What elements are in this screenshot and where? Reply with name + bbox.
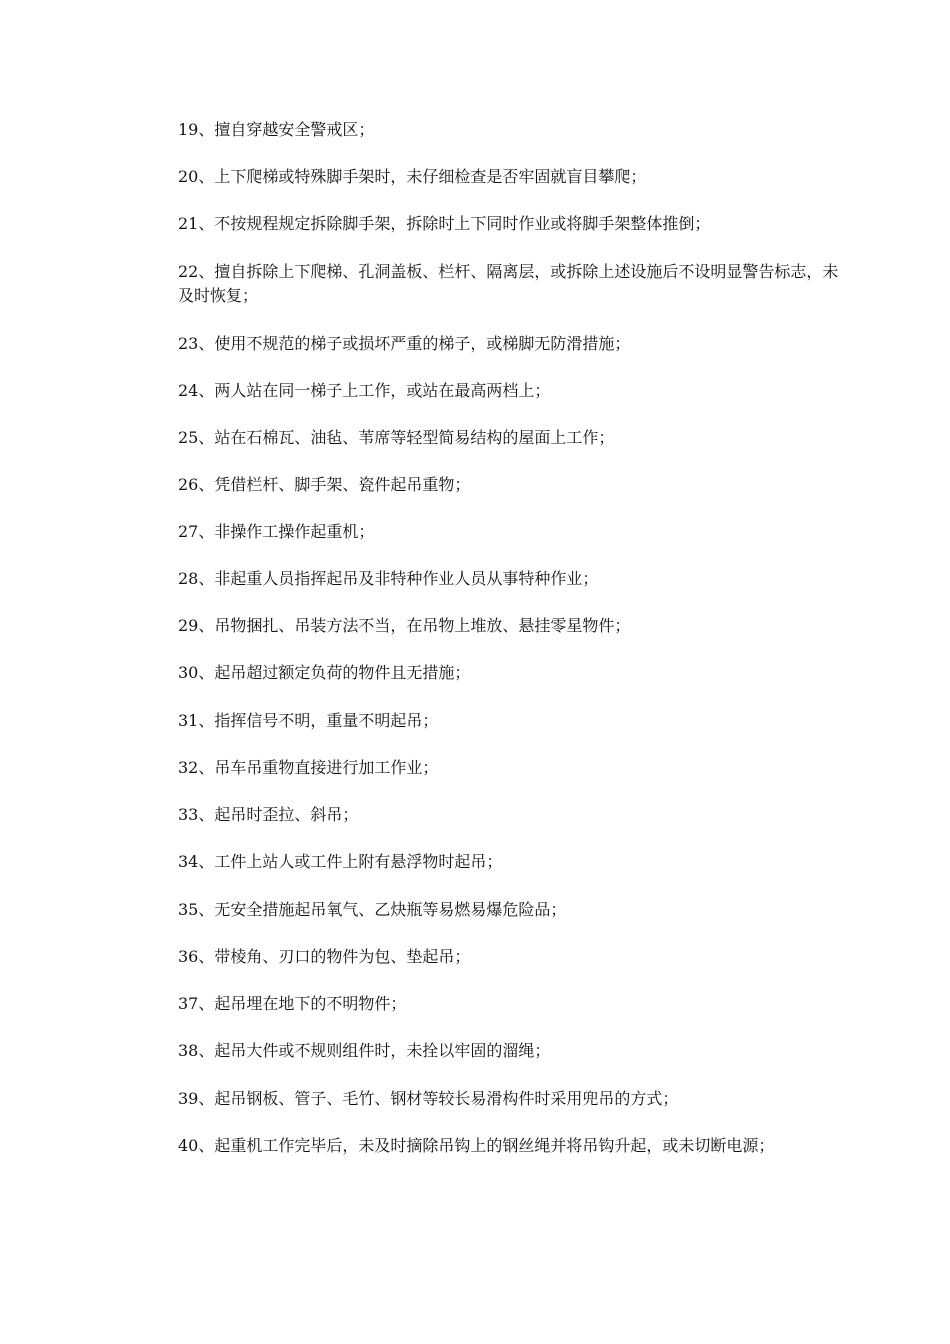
list-item-text: 22、擅自拆除上下爬梯、孔洞盖板、栏杆、隔离层，或拆除上述设施后不设明显警告标志，未 bbox=[178, 262, 839, 281]
list-item-text: 34、工件上站人或工件上附有悬浮物时起吊； bbox=[178, 852, 503, 871]
list-item-20 bbox=[178, 165, 950, 189]
list-item-24 bbox=[178, 379, 950, 403]
list-item-text: 36、带棱角、刃口的物件为包、垫起吊； bbox=[178, 947, 471, 966]
list-item-36 bbox=[178, 945, 950, 969]
list-item-text: 19、擅自穿越安全警戒区； bbox=[178, 120, 375, 139]
list-item-34 bbox=[178, 850, 950, 874]
list-item-19 bbox=[178, 118, 950, 142]
list-item-text: 25、站在石棉瓦、油毡、苇席等轻型简易结构的屋面上工作； bbox=[178, 428, 615, 447]
list-item-31 bbox=[178, 709, 950, 733]
list-item-text: 40、起重机工作完毕后，未及时摘除吊钩上的钢丝绳并将吊钩升起，或未切断电源； bbox=[178, 1136, 775, 1155]
list-item-37 bbox=[178, 992, 950, 1016]
list-item-35 bbox=[178, 898, 950, 922]
list-item-text: 28、非起重人员指挥起吊及非特种作业人员从事特种作业； bbox=[178, 569, 599, 588]
list-item-29 bbox=[178, 614, 950, 638]
list-item-text: 35、无安全措施起吊氧气、乙炔瓶等易燃易爆危险品； bbox=[178, 900, 567, 919]
list-item-text: 24、两人站在同一梯子上工作，或站在最高两档上； bbox=[178, 381, 551, 400]
list-item-21 bbox=[178, 212, 950, 236]
list-item-27 bbox=[178, 520, 950, 544]
list-item-33 bbox=[178, 803, 950, 827]
list-item-text: 30、起吊超过额定负荷的物件且无措施； bbox=[178, 663, 471, 682]
list-item-25 bbox=[178, 426, 950, 450]
list-item-text: 29、吊物捆扎、吊装方法不当，在吊物上堆放、悬挂零星物件； bbox=[178, 616, 631, 635]
list-item-text: 33、起吊时歪拉、斜吊； bbox=[178, 805, 359, 824]
list-item-text-continuation: 及时恢复； bbox=[178, 286, 259, 305]
list-item-28 bbox=[178, 567, 950, 591]
list-item-22 bbox=[178, 260, 950, 308]
list-item-text: 38、起吊大件或不规则组件时，未拴以牢固的溜绳； bbox=[178, 1041, 551, 1060]
list-item-text: 32、吊车吊重物直接进行加工作业； bbox=[178, 758, 439, 777]
list-item-text: 23、使用不规范的梯子或损坏严重的梯子，或梯脚无防滑措施； bbox=[178, 334, 631, 353]
list-item-39 bbox=[178, 1087, 950, 1111]
list-item-23 bbox=[178, 332, 950, 356]
list-item-text: 37、起吊埋在地下的不明物件； bbox=[178, 994, 407, 1013]
list-item-text: 39、起吊钢板、管子、毛竹、钢材等较长易滑构件时采用兜吊的方式； bbox=[178, 1089, 679, 1108]
list-item-text: 20、上下爬梯或特殊脚手架时，未仔细检查是否牢固就盲目攀爬； bbox=[178, 167, 647, 186]
list-item-text: 27、非操作工操作起重机； bbox=[178, 522, 375, 541]
list-item-38 bbox=[178, 1039, 950, 1063]
list-item-text: 21、不按规程规定拆除脚手架，拆除时上下同时作业或将脚手架整体推倒； bbox=[178, 214, 711, 233]
list-item-30 bbox=[178, 661, 950, 685]
list-item-text: 26、凭借栏杆、脚手架、瓷件起吊重物； bbox=[178, 475, 471, 494]
list-item-26 bbox=[178, 473, 950, 497]
list-item-32 bbox=[178, 756, 950, 780]
list-item-text: 31、指挥信号不明，重量不明起吊； bbox=[178, 711, 439, 730]
list-item-40 bbox=[178, 1134, 950, 1158]
